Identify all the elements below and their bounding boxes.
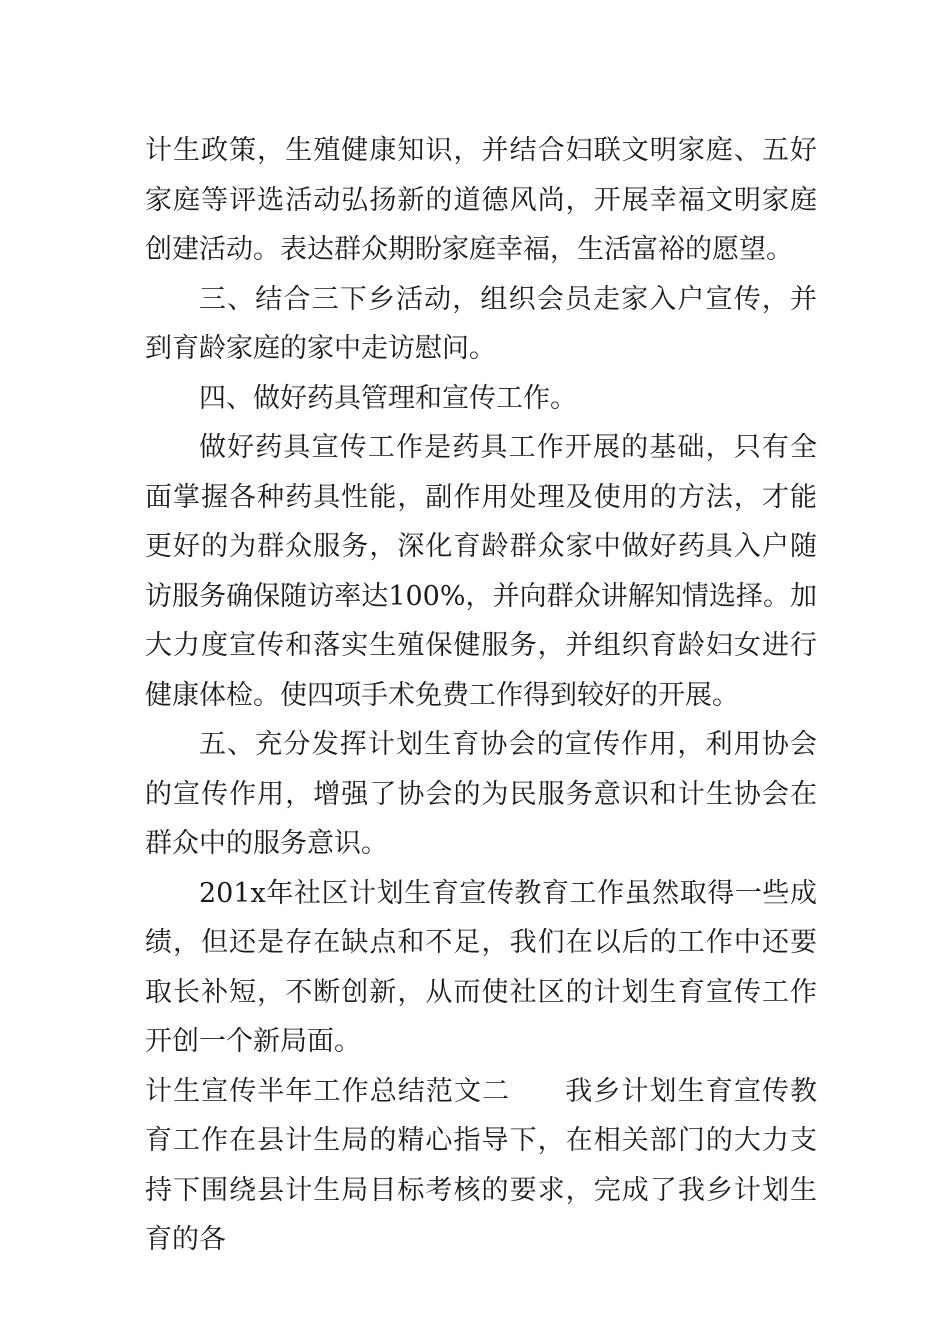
document-body	[145, 126, 817, 1265]
paragraph-item-four-heading: 四、做好药具管理和宣传工作。	[199, 382, 577, 414]
paragraph-item-five: 五、充分发挥计划生育协会的宣传作用，利用协会的宣传作用，增强了协会的为民服务意识和计生协会在群众中的服务意识。	[145, 729, 817, 859]
paragraph-section-two	[145, 1067, 817, 1265]
paragraph-policy-continuation: 计生政策，生殖健康知识，并结合妇联文明家庭、五好家庭等评选活动弘扬新的道德风尚，开展幸福文明家庭创建活动。表达群众期盼家庭幸福，生活富裕的愿望。	[145, 135, 817, 265]
section-body: 我乡计划生育宣传教育工作在县计生局的精心指导下，在相关部门的大力支持下围绕县计生局目标考核的要求，完成了我乡计划生育的各	[145, 1075, 818, 1255]
paragraph-medicine-tools: 做好药具宣传工作是药具工作开展的基础，只有全面掌握各种药具性能，副作用处理及使用的方法，才能更好的为群众服务，深化育龄群众家中做好药具入户随访服务确保随访率达100%，并向群众讲解知情选择。加大力度宣传和落实生殖保健服务，并组织育龄妇女进行健康体检。使四项手术免费工作得到较好的开展。	[145, 432, 817, 711]
paragraph-conclusion: 201x年社区计划生育宣传教育工作虽然取得一些成绩，但还是存在缺点和不足，我们在以后的工作中还要取长补短，不断创新，从而使社区的计划生育宣传工作开创一个新局面。	[145, 877, 817, 1057]
paragraph-item-three: 三、结合三下乡活动，组织会员走家入户宣传，并到育龄家庭的家中走访慰问。	[145, 283, 817, 364]
section-title: 计生宣传半年工作总结范文二	[145, 1075, 511, 1107]
